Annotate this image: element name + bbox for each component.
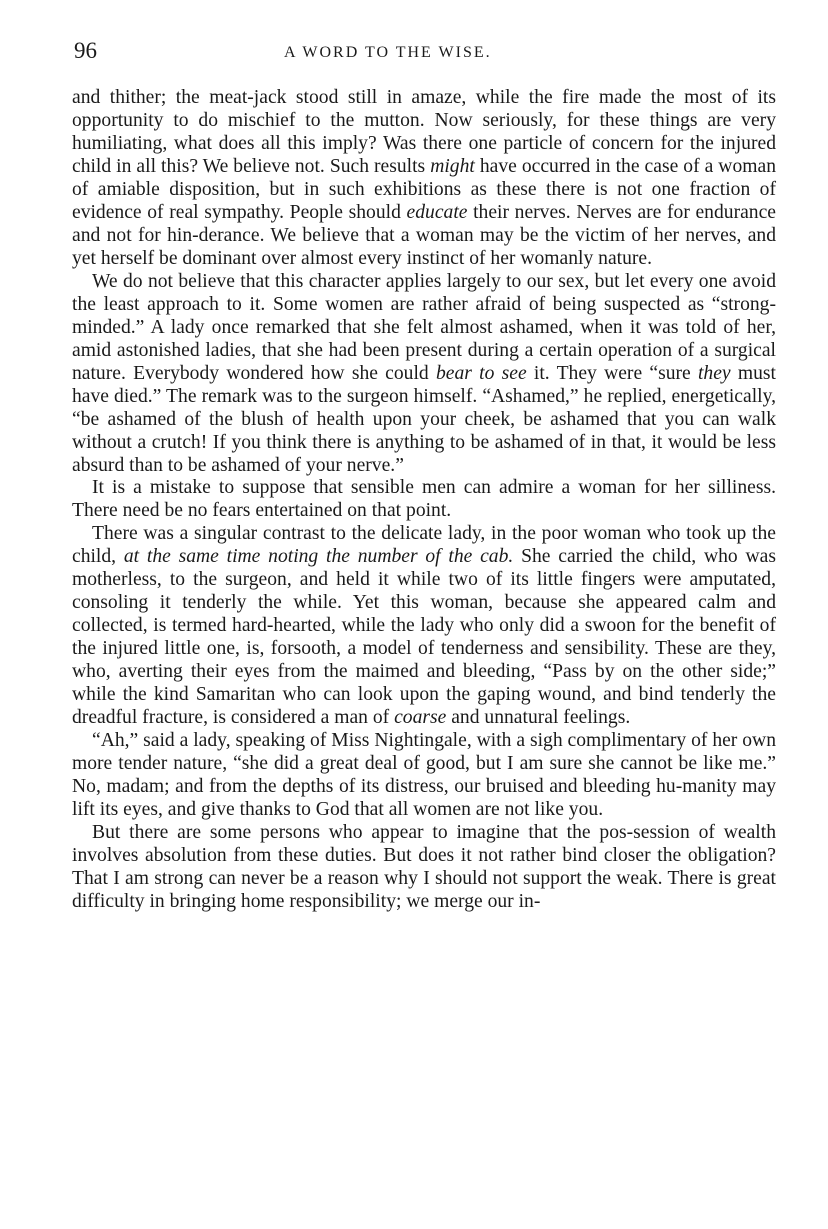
paragraph-1: and thither; the meat-jack stood still in amaze, while the fire made the most of its opportunity to do mischief to the mutton. Now seriously, for these things are very humiliating, what does all this imply? Was there one particle of concern for the injured child in all this? We believe not. Such results might have occurred in the case of a woman of amiable disposition, but in such exhibitions as these there is not one fraction of evidence of real sympathy. People should educate their nerves. Nerves are for endurance and not for hin-derance. We believe that a woman may be the victim of her nerves, and yet herself be dominant over almost every instinct of her womanly nature. — [72, 87, 776, 269]
running-title: A WORD TO THE WISE. — [284, 44, 492, 61]
page-header — [74, 38, 774, 68]
paragraph-3: It is a mistake to suppose that sensible men can admire a woman for her silliness. There need be no fears entertained on that point. — [72, 477, 776, 522]
page-number: 96 — [74, 38, 97, 63]
body-text — [72, 87, 776, 914]
paragraph-4: There was a singular contrast to the delicate lady, in the poor woman who took up the child, at the same time noting the number of the cab. She carried the child, who was motherless, to the surgeon, and held it while two of its little fingers were amputated, consoling it tenderly the while. Yet this woman, because she appeared calm and collected, is termed hard-hearted, while the lady who only did a swoon for the benefit of the injured little one, is, forsooth, a model of tenderness and sensibility. These are they, who, averting their eyes from the maimed and bleeding, “Pass by on the other side;” while the kind Samaritan who can look upon the gaping wound, and bind tenderly the dreadful fracture, is considered a man of coarse and unnatural feelings. — [72, 523, 776, 729]
paragraph-5: “Ah,” said a lady, speaking of Miss Nightingale, with a sigh complimentary of her own more tender nature, “she did a great deal of good, but I am sure she cannot be like me.” No, madam; and from the depths of its distress, our bruised and bleeding hu-manity may lift its eyes, and give thanks to God that all women are not like you. — [72, 730, 776, 821]
paragraph-6: But there are some persons who appear to imagine that the pos-session of wealth involves absolution from these duties. But does it not rather bind closer the obligation? That I am strong can never be a reason why I should not support the weak. There is great difficulty in bringing home responsibility; we merge our in- — [72, 822, 776, 912]
paragraph-2: We do not believe that this character applies largely to our sex, but let every one avoid the least approach to it. Some women are rather afraid of being suspected as “strong-minded.” A lady once remarked that she felt almost ashamed, when it was told of her, amid astonished ladies, that she had been present during a certain operation of a surgical nature. Everybody wondered how she could bear to see it. They were “sure they must have died.” The remark was to the surgeon himself. “Ashamed,” he replied, energetically, “be ashamed of the blush of health upon your cheek, be ashamed that you can walk without a crutch! If you think there is anything to be ashamed of in that, it would be less absurd than to be ashamed of your nerve.” — [72, 270, 776, 476]
